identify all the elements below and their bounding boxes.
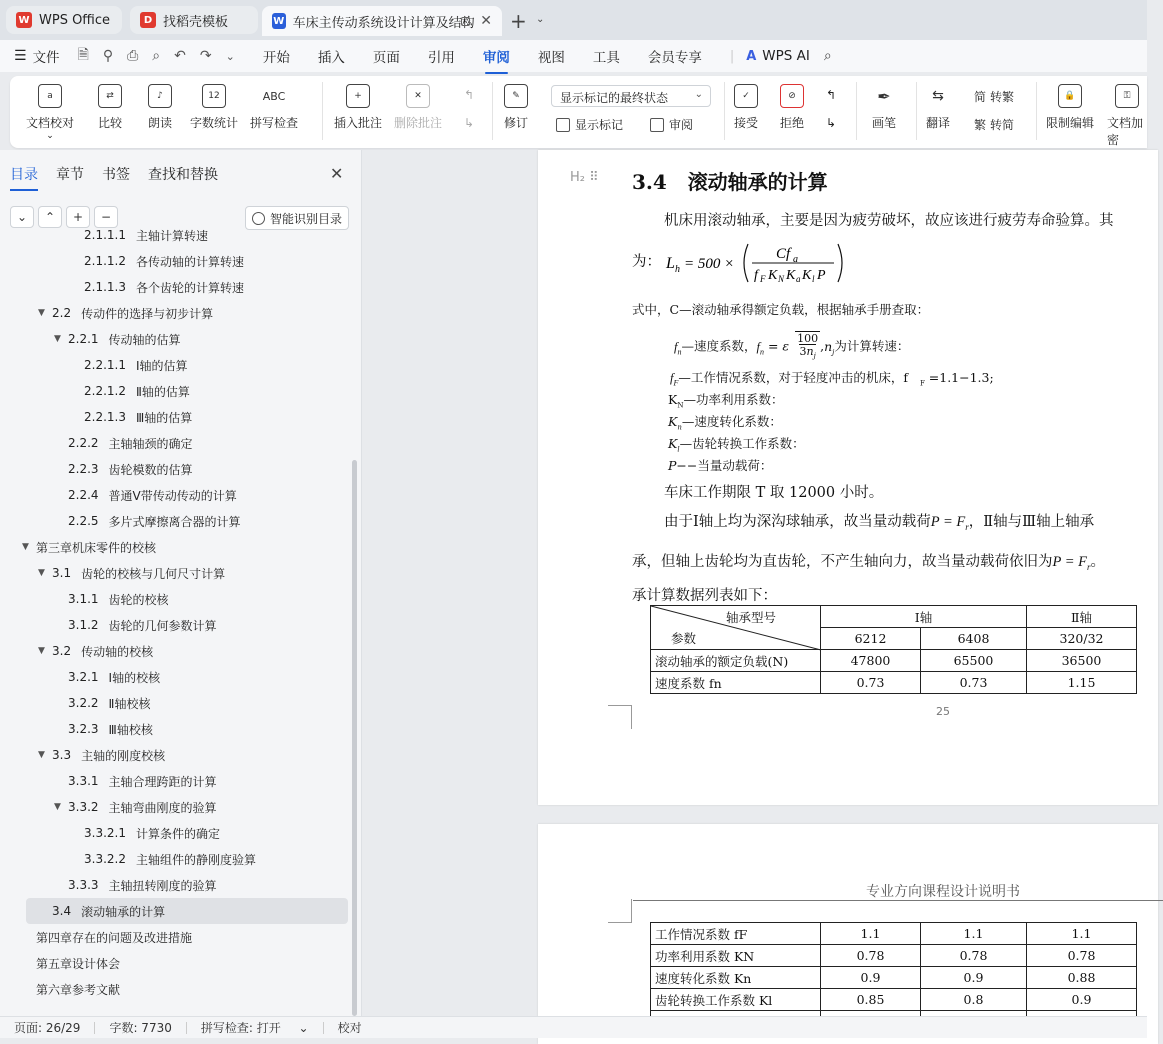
ribbon-toolbar xyxy=(10,76,1147,148)
expand-icon[interactable]: ⌄ xyxy=(10,206,34,228)
more-icon[interactable]: ⌄ xyxy=(225,49,235,63)
toc-item-label: 第四章存在的问题及改进措施 xyxy=(36,930,193,945)
tab-document[interactable] xyxy=(262,6,502,36)
toc-item-number: 2.2.4 xyxy=(68,488,99,502)
tab-chapters[interactable]: 章节 xyxy=(56,167,84,183)
save-icon[interactable]: 🗎 xyxy=(77,47,89,63)
table-row: 速度系数 fn 0.73 0.73 1.15 xyxy=(651,672,1137,694)
kl-line: $K_l—$齿轮转换工作系数： xyxy=(668,436,805,454)
model-cell: 320/32 xyxy=(1027,628,1137,650)
paragraph-bearing-note: 承，但轴上齿轮均为直齿轮，不产生轴向力，故当量动载荷依旧为$P = F_r$。 xyxy=(632,554,1106,572)
remove-heading-icon[interactable]: − xyxy=(94,206,118,228)
menu-references[interactable]: 引用 xyxy=(427,50,455,66)
paragraph-intro: 机床用滚动轴承，主要是因为疲劳破坏，故应该进行疲劳寿命验算。其 xyxy=(664,213,1114,229)
spell-check-icon: ABC xyxy=(262,89,286,103)
document-page[interactable] xyxy=(538,824,1158,1044)
insert-comment-button[interactable]: + 插入批注 xyxy=(334,84,382,131)
group-header-shaft2: Ⅱ轴 xyxy=(1027,606,1137,628)
toc-item-number: 2.2.1 xyxy=(68,332,99,346)
next-comment-icon[interactable]: ↳ xyxy=(464,116,475,130)
svg-text:L: L xyxy=(666,255,675,272)
toc-item-label: 主轴轴颈的确定 xyxy=(108,436,193,451)
toc-item[interactable] xyxy=(0,508,350,534)
monitor-icon[interactable] xyxy=(461,17,471,26)
toc-item-number: 3.1.1 xyxy=(68,592,99,606)
toc-item-label: 第五章设计体会 xyxy=(36,956,121,971)
toc-item[interactable] xyxy=(0,820,350,846)
caret-down-icon[interactable]: ▼ xyxy=(38,750,45,760)
toc-item-number: 3.3.2.2 xyxy=(84,852,126,866)
document-page[interactable] xyxy=(538,150,1158,805)
paragraph-formula-lead: 为： xyxy=(632,254,661,270)
menu-wps-ai[interactable]: WPS AI xyxy=(762,48,810,64)
svg-text:K: K xyxy=(786,268,796,283)
page-number: 25 xyxy=(936,705,950,718)
doc-check-icon: a xyxy=(38,84,62,108)
toc-item[interactable] xyxy=(0,924,350,950)
compare-button[interactable]: ⇄ 比较 xyxy=(98,84,122,131)
toc-item-label: Ⅰ轴的校核 xyxy=(108,670,161,685)
paragraph-equivalent-load: 由于Ⅰ轴上均为深沟球轴承，故当量动载荷$P = F_r$，Ⅱ轴与Ⅲ轴上轴承 xyxy=(664,514,1095,532)
toc-item-number: 2.2.5 xyxy=(68,514,99,528)
menu-tools[interactable]: 工具 xyxy=(592,50,620,66)
toc-item-number: 2.1.1.2 xyxy=(84,254,126,268)
toc-item-number: 3.2.1 xyxy=(68,670,99,684)
tab-label: WPS Office xyxy=(39,12,111,28)
toc-item[interactable] xyxy=(0,976,350,1002)
menu-review[interactable]: 审阅 xyxy=(483,46,510,66)
toc-item[interactable] xyxy=(0,352,350,378)
toc-item-label: 主轴合理跨距的计算 xyxy=(108,774,217,789)
page-indicator[interactable]: 页面: 26/29 xyxy=(14,1021,81,1035)
kn-line: $K_N—$功率利用系数： xyxy=(668,392,784,410)
toc-item-number: 3.3.2 xyxy=(68,800,99,814)
toc-item-number: 3.2 xyxy=(52,644,72,658)
toc-item-number: 3.1 xyxy=(52,566,72,580)
group-header-shaft1: Ⅰ轴 xyxy=(821,606,1027,628)
toc-item[interactable] xyxy=(26,898,348,924)
doc-encrypt-button[interactable]: ⚿ 文档加密 xyxy=(1107,84,1147,148)
track-changes-icon: ✎ xyxy=(504,84,528,108)
svg-text:K: K xyxy=(768,268,778,283)
toc-item-number: 2.1.1.1 xyxy=(84,228,126,242)
toc-item[interactable] xyxy=(0,846,350,872)
lock-doc-icon: 🔒 xyxy=(1058,84,1082,108)
toc-item-number: 2.1.1.3 xyxy=(84,280,126,294)
translate-button[interactable]: ⇆ 翻译 xyxy=(926,84,950,131)
spell-check-status[interactable]: 拼写检查: 打开 ⌄ xyxy=(200,1021,309,1035)
toc-item[interactable] xyxy=(0,274,350,300)
new-tab-icon[interactable]: + xyxy=(510,9,527,33)
word-count-indicator[interactable]: 字数: 7730 xyxy=(109,1021,172,1035)
word-count-icon: 12 xyxy=(202,84,226,108)
status-bar xyxy=(0,1016,1147,1038)
toc-item[interactable] xyxy=(0,378,350,404)
ff-line: $f_F—$工作情况系数，对于轻度冲击的机床，f $_F$ =1.1−1.3; xyxy=(670,370,994,388)
svg-text:F: F xyxy=(760,274,766,284)
toc-item-label: 齿轮的校核 xyxy=(108,592,169,607)
bearing-table xyxy=(650,605,1137,694)
toc-item-number: 3.3.2.1 xyxy=(84,826,126,840)
read-aloud-icon: ♪ xyxy=(148,84,172,108)
toc-item[interactable] xyxy=(0,248,350,274)
toc-item-label: 第三章机床零件的校核 xyxy=(36,540,157,555)
paragraph-table-lead: 承计算数据列表如下： xyxy=(632,588,777,604)
caret-down-icon[interactable]: ▼ xyxy=(38,568,45,578)
p-line: P−−当量动载荷： xyxy=(668,458,773,473)
share-icon[interactable]: ⚲ xyxy=(102,48,114,64)
delete-comment-button[interactable]: ✕ 删除批注 xyxy=(394,84,442,131)
toc-item-label: 普通Ⅴ带传动传动的计算 xyxy=(108,488,237,503)
wps-ai-icon: A xyxy=(746,48,757,64)
toc-item-number: 2.2.1.1 xyxy=(84,358,126,372)
tab-label: 找稻壳模板 xyxy=(163,14,229,30)
toc-item-number: 2.2 xyxy=(52,306,72,320)
review-pane-button[interactable]: 审阅 xyxy=(650,116,693,133)
toc-item-number: 3.3.1 xyxy=(68,774,99,788)
smart-toc-button[interactable]: 智能识别目录 xyxy=(245,206,349,230)
ka-line: $K_n—$速度转化系数： xyxy=(668,414,782,432)
section-heading: 3.4 滚动轴承的计算 xyxy=(632,170,828,194)
toc-item-label: 计算条件的确定 xyxy=(135,826,220,841)
svg-text:N: N xyxy=(778,274,785,284)
life-formula xyxy=(666,240,846,291)
table-row: 功率利用系数 KN 0.78 0.78 0.78 xyxy=(651,945,1137,967)
review-pane-icon xyxy=(650,118,664,132)
where-line: 式中，C—滚动轴承得额定负载，根据轴承手册查取： xyxy=(632,302,930,317)
svg-text:a: a xyxy=(796,274,801,284)
toc-item[interactable] xyxy=(0,456,350,482)
model-cell: 6212 xyxy=(821,628,921,650)
chevron-down-icon: ⌄ xyxy=(694,89,703,100)
print-preview-icon[interactable]: ⌕ xyxy=(152,48,161,64)
toc-item[interactable] xyxy=(0,794,350,820)
toc-item[interactable] xyxy=(0,872,350,898)
svg-text:Cf: Cf xyxy=(776,246,791,262)
svg-text:l: l xyxy=(812,274,815,284)
toc-item[interactable] xyxy=(0,560,350,586)
toc-item-number: 2.2.3 xyxy=(68,462,99,476)
to-traditional-button[interactable]: 简 转繁 xyxy=(974,90,1015,104)
toc-list xyxy=(0,228,352,1016)
menu-page[interactable]: 页面 xyxy=(372,50,400,66)
toc-item[interactable] xyxy=(0,638,350,664)
show-markup-icon xyxy=(556,118,570,132)
close-tab-icon[interactable]: ✕ xyxy=(480,13,492,29)
navigation-panel xyxy=(0,150,362,1016)
svg-text:h: h xyxy=(675,264,680,275)
redo-icon[interactable]: ↷ xyxy=(199,48,212,64)
toc-item-label: Ⅱ轴校核 xyxy=(108,696,151,711)
toc-item[interactable] xyxy=(0,768,350,794)
comment-delete-icon: ✕ xyxy=(406,84,430,108)
read-aloud-button[interactable]: ♪ 朗读 xyxy=(148,84,172,131)
prev-change-icon[interactable]: ↰ xyxy=(826,88,837,102)
writer-icon: W xyxy=(272,13,286,29)
caret-down-icon[interactable]: ▼ xyxy=(38,646,45,656)
to-simplified-button[interactable]: 繁 转简 xyxy=(974,118,1015,132)
diagonal-header-cell: 轴承型号 参数 xyxy=(651,606,821,650)
toc-item[interactable] xyxy=(0,404,350,430)
menu-view[interactable]: 视图 xyxy=(537,50,565,66)
toc-item-label: 传动轴的校核 xyxy=(81,644,154,659)
doc-check-button[interactable]: a 文档校对 ⌄ xyxy=(26,84,74,141)
toc-item-number: 3.4 xyxy=(52,904,72,918)
spell-check-button[interactable]: ABC 拼写检查 xyxy=(250,84,298,131)
restrict-edit-button[interactable]: 🔒 限制编辑 xyxy=(1046,84,1094,131)
docer-icon: D xyxy=(140,12,156,28)
model-cell: 6408 xyxy=(921,628,1027,650)
toc-item-label: 第六章参考文献 xyxy=(36,982,121,997)
tab-toc[interactable]: 目录 xyxy=(10,164,38,184)
tab-wps-office[interactable] xyxy=(6,6,122,34)
toc-item-label: 齿轮模数的估算 xyxy=(108,462,193,477)
toc-item-number: 2.2.2 xyxy=(68,436,99,450)
document-area xyxy=(363,150,1147,1016)
toc-item-number: 3.1.2 xyxy=(68,618,99,632)
prev-comment-icon[interactable]: ↰ xyxy=(464,88,475,102)
toc-item-label: 多片式摩擦离合器的计算 xyxy=(108,514,241,529)
caret-down-icon[interactable]: ▼ xyxy=(22,542,29,552)
menu-file[interactable]: 文件 xyxy=(32,50,60,66)
reject-button[interactable]: ⊘ 拒绝 xyxy=(780,84,804,131)
pen-button[interactable]: ✒ 画笔 xyxy=(872,84,896,131)
tab-find-replace[interactable]: 查找和替换 xyxy=(148,167,218,183)
caret-down-icon[interactable]: ▼ xyxy=(38,308,45,318)
menu-member[interactable]: 会员专享 xyxy=(647,50,702,66)
tab-docer[interactable] xyxy=(130,6,258,34)
toc-item-label: 传动件的选择与初步计算 xyxy=(81,306,214,321)
menu-home[interactable]: 开始 xyxy=(262,50,290,66)
table-row: 滚动轴承的额定负载(N) 47800 65500 36500 xyxy=(651,650,1137,672)
crop-mark xyxy=(608,705,632,729)
crop-mark xyxy=(608,899,632,923)
toc-item-number: 2.2.1.2 xyxy=(84,384,126,398)
table-row: 齿轮转换工作系数 Kl 0.85 0.8 0.9 xyxy=(651,989,1137,1011)
toc-item[interactable] xyxy=(0,300,350,326)
close-panel-icon[interactable]: ✕ xyxy=(330,164,344,183)
reject-icon: ⊘ xyxy=(780,84,804,108)
chevron-down-icon[interactable]: ⌄ xyxy=(536,14,545,25)
toc-item[interactable] xyxy=(0,690,350,716)
encrypt-icon: ⚿ xyxy=(1115,84,1139,108)
toc-item[interactable] xyxy=(0,716,350,742)
show-markup-button[interactable]: 显示标记 xyxy=(556,116,623,133)
toc-item-label: 主轴的刚度校核 xyxy=(81,748,166,763)
toc-item[interactable] xyxy=(0,326,350,352)
toc-item[interactable] xyxy=(0,534,350,560)
toc-item-label: Ⅲ轴的估算 xyxy=(135,410,193,425)
translate-icon: ⇆ xyxy=(932,88,944,104)
title-tab-bar xyxy=(0,0,1147,40)
toc-item-number: 3.3.3 xyxy=(68,878,99,892)
svg-text:P: P xyxy=(817,268,826,283)
toc-item-label: 各个齿轮的计算转速 xyxy=(135,280,244,295)
toc-item[interactable] xyxy=(0,612,350,638)
hamburger-icon[interactable]: ☰ xyxy=(14,48,27,64)
markup-state-select[interactable]: 显示标记的最终状态 ⌄ xyxy=(551,85,711,107)
table-row: 工作情况系数 fF 1.1 1.1 1.1 xyxy=(651,923,1137,945)
collapse-icon[interactable]: ⌃ xyxy=(38,206,62,228)
toc-item[interactable] xyxy=(0,430,350,456)
toc-item-label: 传动轴的估算 xyxy=(108,332,181,347)
undo-icon[interactable]: ↶ xyxy=(174,48,186,64)
add-heading-icon[interactable]: + xyxy=(66,206,90,228)
svg-text:K: K xyxy=(802,268,812,283)
accept-icon: ✓ xyxy=(734,84,758,108)
accept-button[interactable]: ✓ 接受 xyxy=(734,84,758,131)
svg-text:a: a xyxy=(793,254,798,265)
toc-item[interactable] xyxy=(0,742,350,768)
comment-plus-icon: + xyxy=(346,84,370,108)
search-icon[interactable]: ⌕ xyxy=(823,48,832,64)
menu-insert[interactable]: 插入 xyxy=(317,50,345,66)
toc-item-number: 3.2.2 xyxy=(68,696,99,710)
svg-text:= 500 ×: = 500 × xyxy=(684,256,735,272)
fn-line: $f_n—$速度系数，$f_n = \varepsilon$ 100 $3n_j,n_j$为计算转速： xyxy=(674,331,909,363)
toc-item-label: 滚动轴承的计算 xyxy=(81,904,166,919)
print-icon[interactable]: ⎙ xyxy=(127,48,139,64)
tab-label: 车床主传动系统设计计算及结构 xyxy=(292,15,475,31)
toc-item-number: 3.2.3 xyxy=(68,722,99,736)
toc-item-number: 3.3 xyxy=(52,748,72,762)
pen-icon: ✒ xyxy=(877,86,891,106)
next-change-icon[interactable]: ↳ xyxy=(826,116,837,130)
toc-item-label: 各传动轴的计算转速 xyxy=(135,254,244,269)
traditional-icon: 简 xyxy=(974,90,987,104)
heading-marker-icon[interactable]: H₂ ⠿ xyxy=(570,170,599,185)
track-changes-button[interactable]: ✎ 修订 xyxy=(504,84,528,131)
compare-icon: ⇄ xyxy=(98,84,122,108)
toc-item[interactable] xyxy=(0,586,350,612)
svg-text:f: f xyxy=(754,268,758,283)
toc-item[interactable] xyxy=(0,222,350,248)
menu-bar: ☰ 文件 🗎 ⚲ ⎙ ⌕ ↶ ↷ ⌄ 开始 插入 页面 引用 审阅 视图 工具 会员专享 | A WPS AI ⌕ xyxy=(0,40,1147,72)
toc-item-label: 主轴计算转速 xyxy=(135,228,208,243)
toc-item-number: 2.2.1.3 xyxy=(84,410,126,424)
toc-item-label: 主轴弯曲刚度的验算 xyxy=(108,800,217,815)
toc-item[interactable] xyxy=(0,482,350,508)
proofread-status[interactable]: 校对 xyxy=(337,1021,362,1035)
page-header: 专业方向课程设计说明书 xyxy=(866,884,1020,900)
toc-item[interactable] xyxy=(0,950,350,976)
panel-scrollbar[interactable] xyxy=(352,460,357,1016)
caret-down-icon[interactable]: ▼ xyxy=(54,334,61,344)
wps-logo-icon: W xyxy=(16,12,32,28)
word-count-button[interactable]: 12 字数统计 xyxy=(190,84,238,131)
tab-bookmarks[interactable]: 书签 xyxy=(102,167,130,183)
caret-down-icon[interactable]: ▼ xyxy=(54,802,61,812)
toc-item-label: 主轴扭转刚度的验算 xyxy=(108,878,217,893)
table-row: 速度转化系数 Kn 0.9 0.9 0.88 xyxy=(651,967,1137,989)
toc-item[interactable] xyxy=(0,664,350,690)
toc-item-label: 主轴组件的静刚度验算 xyxy=(135,852,256,867)
simplified-icon: 繁 xyxy=(974,118,987,132)
toc-item-label: 齿轮的几何参数计算 xyxy=(108,618,217,633)
paragraph-life: 车床工作期限 T 取 12000 小时。 xyxy=(664,485,884,501)
toc-item-label: Ⅲ轴校核 xyxy=(108,722,153,737)
toc-item-label: Ⅱ轴的估算 xyxy=(135,384,190,399)
toc-item-label: Ⅰ轴的估算 xyxy=(135,358,188,373)
toc-item-label: 齿轮的校核与几何尺寸计算 xyxy=(81,566,226,581)
